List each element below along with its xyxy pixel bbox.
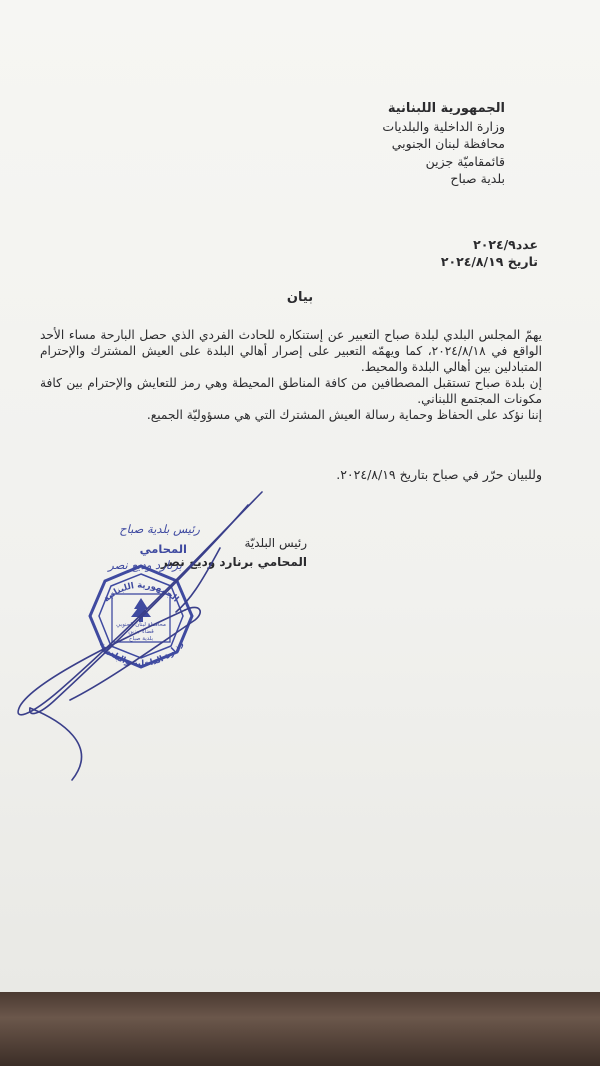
body-paragraph-3: إننا نؤكد على الحفاظ وحماية رسالة العيش المشترك التي هي مسؤوليّة الجميع. [146,408,542,422]
governorate-name: محافظة لبنان الجنوبي [391,136,505,152]
stamp-line-name: برنارد وديع نصر [108,558,182,572]
seal-center-governorate: محافظة لبنان الجنوبي [116,622,166,628]
signatory-title: رئيس البلديّة [244,536,307,550]
closing-line: وللبيان حرّر في صباح بتاريخ ٢٠٢٤/٨/١٩. [336,467,542,482]
signatory-name: المحامي برنارد وديع نصر [160,555,307,569]
stamp-line-lawyer: المحامي [139,542,187,556]
stamp-line-title: رئيس بلدية صباح [119,522,200,536]
body-paragraph-2: إن بلدة صباح تستقبل المصطافين من كافة المناطق المحيطة وهي رمز للتعايش والإحترام بين كافة مكونات المجتمع اللبناني. [40,376,542,406]
letterhead [245,100,505,188]
republic-name: الجمهورية اللبنانية [387,101,505,116]
statement-body [40,327,542,423]
seal-ring-top-path: الجمهورية اللبنانية [101,580,181,605]
municipality-name: بلدية صباح [450,171,505,187]
seal-center-district: قضاء جزين [128,629,154,635]
seal-center-municipality: بلدية صباح [128,636,154,642]
district-name: قائمقاميّة جزين [425,153,505,169]
seal-ring-bottom [97,639,186,669]
official-seal-icon [90,566,192,670]
reference-block [318,236,538,270]
reference-date: تاريخ ٢٠٢٤/٨/١٩ [440,254,538,269]
ministry-name: وزارة الداخلية والبلديات [382,118,505,134]
seal-ring-top [102,581,181,605]
document-title: بيان [286,290,314,305]
table-surface [0,992,600,1066]
seal-ring-bottom-path: وزارة الداخلية والبلديات [96,638,186,670]
body-paragraph-1: يهمّ المجلس البلدي لبلدة صباح التعبير عن إستنكاره للحادث الفردي الذي حصل البارحة مساء الأحد الواقع في ٢٠٢٤/٨/١٨، كما ويهمّه التعبير على إصرار أهالي البلدة على العيش المشترك والإحترام المتبادلين بين أهالي البلدة والمحيط. [40,328,542,374]
reference-number: عدد٢٠٢٤/٩ [473,237,538,252]
